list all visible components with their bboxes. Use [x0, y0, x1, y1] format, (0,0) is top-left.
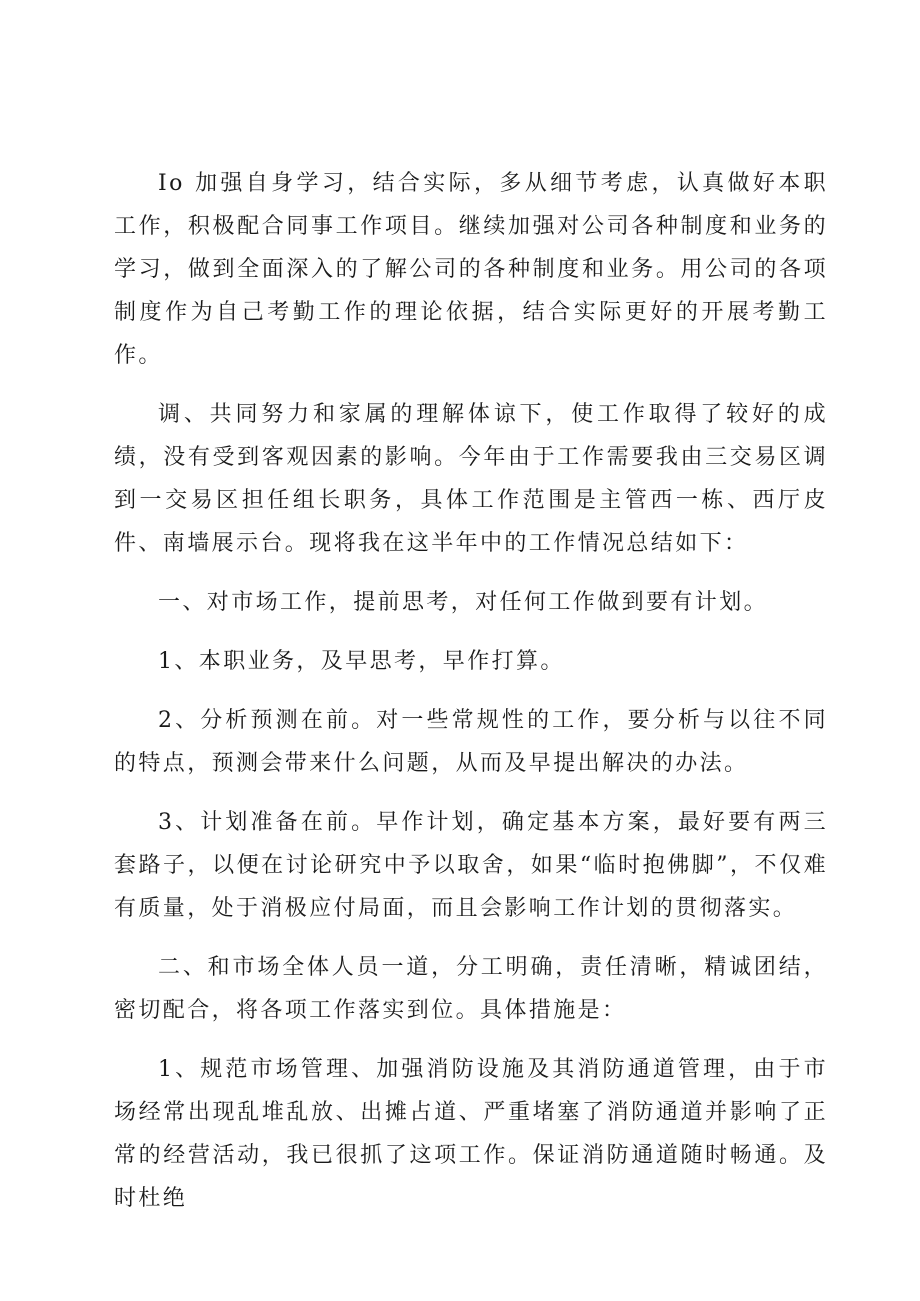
- document-body: [114, 162, 828, 1220]
- paragraph-5: 2、分析预测在前。对一些常规性的工作，要分析与以往不同的特点，预测会带来什么问题，从而及早提出解决的办法。: [114, 708, 828, 776]
- paragraph-1: Io 加强自身学习，结合实际，多从细节考虑，认真做好本职工作，积极配合同事工作项目。继续加强对公司各种制度和业务的学习，做到全面深入的了解公司的各种制度和业务。用公司的各项制度作为自己考勤工作的理论依据，结合实际更好的开展考勤工作。: [114, 171, 828, 368]
- paragraph-4: 1、本职业务，及早思考，早作打算。: [158, 649, 565, 674]
- paragraph-3: 一、对市场工作，提前思考，对任何工作做到要有计划。: [158, 590, 769, 615]
- paragraph-8: 1、规范市场管理、加强消防设施及其消防通道管理，由于市场经常出现乱堆乱放、出摊占道、严重堵塞了消防通道并影响了正常的经营活动，我已很抓了这项工作。保证消防通道随时畅通。及时杜绝: [114, 1057, 828, 1211]
- paragraph-6: 3、计划准备在前。早作计划，确定基本方案，最好要有两三套路子，以便在讨论研究中予以取舍，如果“临时抱佛脚”，不仅难有质量，处于消极应付局面，而且会影响工作计划的贯彻落实。: [114, 810, 828, 921]
- paragraph-2: 调、共同努力和家属的理解体谅下，使工作取得了较好的成绩，没有受到客观因素的影响。今年由于工作需要我由三交易区调到一交易区担任组长职务，具体工作范围是主管西一栋、西厅皮件、南墙展示台。现将我在这半年中的工作情况总结如下：: [114, 402, 828, 556]
- paragraph-7: 二、和市场全体人员一道，分工明确，责任清晰，精诚团结，密切配合，将各项工作落实到位。具体措施是：: [114, 955, 828, 1023]
